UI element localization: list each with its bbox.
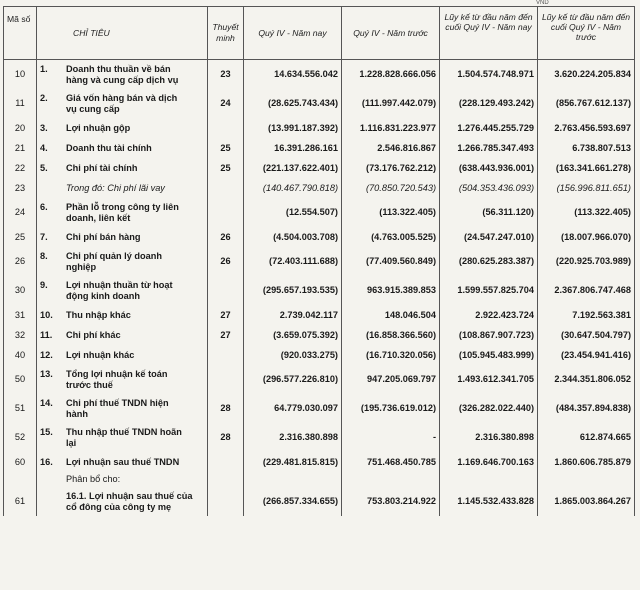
row-value-v3: 1.266.785.347.493 (440, 138, 538, 158)
row-item (37, 394, 208, 423)
row-value-v3: (638.443.936.001) (440, 158, 538, 178)
row-value-v3: 2.922.423.724 (440, 305, 538, 325)
row-item-label: Chi phí bán hàng (66, 231, 141, 242)
row-item (37, 227, 208, 247)
row-value-v4: (30.647.504.797) (538, 325, 635, 345)
row-item-label-line2: hàng và cung cấp dịch vụ (66, 74, 179, 85)
row-value-v4: (156.996.811.651) (538, 178, 635, 198)
row-item-label: Chi phí thuế TNDN hiện (66, 397, 169, 408)
row-code: 20 (4, 118, 37, 138)
page-top-edge-text: VND (536, 0, 549, 6)
row-code: 60 (4, 452, 37, 472)
row-value-v4: 7.192.563.381 (538, 305, 635, 325)
row-note (208, 452, 244, 472)
table-row (4, 227, 635, 247)
row-item (37, 452, 208, 472)
row-value-v4: 2.763.456.593.697 (538, 118, 635, 138)
row-code: 26 (4, 247, 37, 276)
row-item (37, 158, 208, 178)
row-code: 22 (4, 158, 37, 178)
table-row (4, 345, 635, 365)
table-row (4, 487, 635, 516)
row-code: 23 (4, 178, 37, 198)
row-code: 24 (4, 198, 37, 227)
row-item-number: 8. (40, 250, 48, 261)
row-value-v3: 1.504.574.748.971 (440, 60, 538, 90)
table-row (4, 472, 635, 487)
row-value-v2: (73.176.762.212) (342, 158, 440, 178)
row-value-v2: (195.736.619.012) (342, 394, 440, 423)
table-row (4, 198, 635, 227)
row-note: 25 (208, 158, 244, 178)
row-item-label: Lợi nhuận khác (66, 349, 135, 360)
row-note (208, 487, 244, 516)
row-item-number: 14. (40, 397, 53, 408)
row-item-number: 9. (40, 279, 48, 290)
row-item (37, 472, 208, 487)
row-item-number: 4. (40, 142, 48, 153)
row-code: 51 (4, 394, 37, 423)
row-value-v2: 1.228.828.666.056 (342, 60, 440, 90)
row-value-v2: 947.205.069.797 (342, 365, 440, 394)
row-item-label-line2: vụ cung cấp (66, 103, 120, 114)
row-item-number: 13. (40, 368, 53, 379)
row-item-label-line2: doanh, liên kết (66, 212, 131, 223)
row-value-v1: 16.391.286.161 (244, 138, 342, 158)
row-value-v3: (504.353.436.093) (440, 178, 538, 198)
table-row (4, 60, 635, 90)
row-item-label: Phân bổ cho: (66, 474, 121, 484)
row-value-v1: (295.657.193.535) (244, 276, 342, 305)
row-value-v4: (856.767.612.137) (538, 89, 635, 118)
table-header-row (4, 7, 635, 60)
row-note: 27 (208, 305, 244, 325)
header-ytd-prev: Lũy kế từ đầu năm đến cuối Quý IV - Năm trước (538, 7, 635, 60)
row-code (4, 472, 37, 487)
table-row (4, 158, 635, 178)
row-value-v4: 3.620.224.205.834 (538, 60, 635, 90)
row-value-v1: 14.634.556.042 (244, 60, 342, 90)
row-item (37, 118, 208, 138)
row-item-number: 15. (40, 426, 53, 437)
row-value-v1 (244, 472, 342, 487)
row-value-v2: (70.850.720.543) (342, 178, 440, 198)
row-value-v2: (16.710.320.056) (342, 345, 440, 365)
row-value-v1: (28.625.743.434) (244, 89, 342, 118)
row-item-label-line2: trước thuế (66, 379, 113, 390)
row-item-number: 11. (40, 329, 53, 340)
row-code: 50 (4, 365, 37, 394)
row-value-v3: (228.129.493.242) (440, 89, 538, 118)
row-item-number: 7. (40, 231, 48, 242)
row-item-number: 6. (40, 201, 48, 212)
row-value-v3: (326.282.022.440) (440, 394, 538, 423)
table-row (4, 178, 635, 198)
row-item-label: Doanh thu tài chính (66, 142, 152, 153)
row-value-v1: (72.403.111.688) (244, 247, 342, 276)
row-note: 26 (208, 227, 244, 247)
header-item: CHỈ TIÊU (37, 7, 208, 60)
row-value-v4: (163.341.661.278) (538, 158, 635, 178)
row-value-v3: 1.145.532.433.828 (440, 487, 538, 516)
table-row (4, 365, 635, 394)
row-item-label-line2: hành (66, 408, 88, 419)
row-item-label-line2: nghiệp (66, 261, 97, 272)
row-item-number: 1. (40, 63, 48, 74)
row-value-v3: 2.316.380.898 (440, 423, 538, 452)
row-value-v1: 2.316.380.898 (244, 423, 342, 452)
row-item (37, 487, 208, 516)
row-item-label: Lợi nhuận sau thuế TNDN (66, 456, 180, 467)
row-value-v2: (111.997.442.079) (342, 89, 440, 118)
row-value-v4: 612.874.665 (538, 423, 635, 452)
row-value-v4: 2.367.806.747.468 (538, 276, 635, 305)
row-code: 61 (4, 487, 37, 516)
row-item-label: Doanh thu thuần về bán (66, 63, 171, 74)
row-value-v3: 1.169.646.700.163 (440, 452, 538, 472)
row-code: 10 (4, 60, 37, 90)
row-item-label-line2: động kinh doanh (66, 290, 140, 301)
row-code: 21 (4, 138, 37, 158)
row-item-number: 12. (40, 349, 53, 360)
row-value-v1: (229.481.815.815) (244, 452, 342, 472)
row-value-v3: (105.945.483.999) (440, 345, 538, 365)
row-note: 28 (208, 423, 244, 452)
row-value-v3 (440, 472, 538, 487)
row-item-label: Chi phí tài chính (66, 162, 138, 173)
row-value-v2: - (342, 423, 440, 452)
row-value-v4: 2.344.351.806.052 (538, 365, 635, 394)
row-item (37, 305, 208, 325)
table-body (4, 60, 635, 517)
row-item-label: Trong đó: Chi phí lãi vay (66, 182, 165, 193)
row-item-label: Chi phí khác (66, 329, 121, 340)
row-code: 30 (4, 276, 37, 305)
row-item-label: Thu nhập khác (66, 309, 131, 320)
table-row (4, 276, 635, 305)
header-note: Thuyết minh (208, 7, 244, 60)
row-code: 31 (4, 305, 37, 325)
row-value-v2: (4.763.005.525) (342, 227, 440, 247)
row-item (37, 423, 208, 452)
table-row (4, 89, 635, 118)
row-value-v2: 1.116.831.223.977 (342, 118, 440, 138)
row-item-label-line2: lại (66, 437, 77, 448)
row-note: 25 (208, 138, 244, 158)
row-item (37, 365, 208, 394)
row-item (37, 198, 208, 227)
row-item (37, 345, 208, 365)
row-value-v3: (108.867.907.723) (440, 325, 538, 345)
header-q-this: Quý IV - Năm nay (244, 7, 342, 60)
row-value-v4: (484.357.894.838) (538, 394, 635, 423)
row-value-v2: 751.468.450.785 (342, 452, 440, 472)
row-note (208, 472, 244, 487)
income-statement-table (3, 6, 635, 516)
row-item-label: Chi phí quản lý doanh (66, 250, 162, 261)
row-item-label: Thu nhập thuế TNDN hoãn (66, 426, 182, 437)
row-code: 40 (4, 345, 37, 365)
row-item-label: Tổng lợi nhuận kế toán (66, 368, 168, 379)
row-item-number: 16. (40, 456, 53, 467)
header-code: Mã số (4, 7, 37, 60)
row-value-v4: 6.738.807.513 (538, 138, 635, 158)
row-value-v1: (13.991.187.392) (244, 118, 342, 138)
row-note (208, 198, 244, 227)
row-value-v1: (920.033.275) (244, 345, 342, 365)
row-value-v4: (220.925.703.989) (538, 247, 635, 276)
row-value-v4: (23.454.941.416) (538, 345, 635, 365)
row-value-v2: (113.322.405) (342, 198, 440, 227)
table-row (4, 394, 635, 423)
row-item (37, 178, 208, 198)
row-item (37, 276, 208, 305)
row-note: 23 (208, 60, 244, 90)
row-note (208, 276, 244, 305)
row-value-v1: (140.467.790.818) (244, 178, 342, 198)
row-value-v1: (266.857.334.655) (244, 487, 342, 516)
row-code: 11 (4, 89, 37, 118)
row-note: 27 (208, 325, 244, 345)
row-note (208, 345, 244, 365)
row-value-v1: 2.739.042.117 (244, 305, 342, 325)
row-item (37, 325, 208, 345)
row-note: 26 (208, 247, 244, 276)
table-row (4, 305, 635, 325)
row-value-v4: (18.007.966.070) (538, 227, 635, 247)
row-note (208, 178, 244, 198)
row-value-v1: (3.659.075.392) (244, 325, 342, 345)
header-ytd-this: Lũy kế từ đầu năm đến cuối Quý IV - Năm nay (440, 7, 538, 60)
row-value-v3: 1.493.612.341.705 (440, 365, 538, 394)
table-row (4, 138, 635, 158)
row-item-label-line2: cổ đông của công ty mẹ (66, 501, 172, 512)
row-item (37, 89, 208, 118)
row-value-v3: 1.599.557.825.704 (440, 276, 538, 305)
row-value-v2: 148.046.504 (342, 305, 440, 325)
row-value-v2: 963.915.389.853 (342, 276, 440, 305)
row-value-v3: 1.276.445.255.729 (440, 118, 538, 138)
row-value-v2: 2.546.816.867 (342, 138, 440, 158)
row-item-number: 5. (40, 162, 48, 173)
row-value-v3: (24.547.247.010) (440, 227, 538, 247)
row-value-v2: (16.858.366.560) (342, 325, 440, 345)
row-value-v2 (342, 472, 440, 487)
table-row (4, 325, 635, 345)
row-item-label: Phần lỗ trong công ty liên (66, 201, 179, 212)
table-row (4, 452, 635, 472)
row-item-label: Lợi nhuận gộp (66, 122, 131, 133)
row-code: 32 (4, 325, 37, 345)
row-item (37, 247, 208, 276)
row-item (37, 60, 208, 90)
row-value-v2: 753.803.214.922 (342, 487, 440, 516)
row-value-v2: (77.409.560.849) (342, 247, 440, 276)
row-note: 28 (208, 394, 244, 423)
row-item-number: 3. (40, 122, 48, 133)
row-value-v4: 1.865.003.864.267 (538, 487, 635, 516)
row-value-v1: 64.779.030.097 (244, 394, 342, 423)
row-value-v4 (538, 472, 635, 487)
row-item-label: Lợi nhuận thuần từ hoạt (66, 279, 173, 290)
row-value-v1: (12.554.507) (244, 198, 342, 227)
row-code: 52 (4, 423, 37, 452)
row-value-v3: (56.311.120) (440, 198, 538, 227)
row-item-label: 16.1. Lợi nhuận sau thuế của (66, 490, 193, 501)
table-row (4, 423, 635, 452)
row-code: 25 (4, 227, 37, 247)
table-row (4, 247, 635, 276)
row-item-label: Giá vốn hàng bán và dịch (66, 92, 178, 103)
row-item (37, 138, 208, 158)
row-note (208, 118, 244, 138)
row-value-v1: (296.577.226.810) (244, 365, 342, 394)
row-value-v1: (4.504.003.708) (244, 227, 342, 247)
row-value-v1: (221.137.622.401) (244, 158, 342, 178)
table-row (4, 118, 635, 138)
row-value-v3: (280.625.283.387) (440, 247, 538, 276)
header-q-prev: Quý IV - Năm trước (342, 7, 440, 60)
row-value-v4: 1.860.606.785.879 (538, 452, 635, 472)
row-item-number: 2. (40, 92, 48, 103)
row-note: 24 (208, 89, 244, 118)
row-value-v4: (113.322.405) (538, 198, 635, 227)
row-item-number: 10. (40, 309, 53, 320)
row-note (208, 365, 244, 394)
